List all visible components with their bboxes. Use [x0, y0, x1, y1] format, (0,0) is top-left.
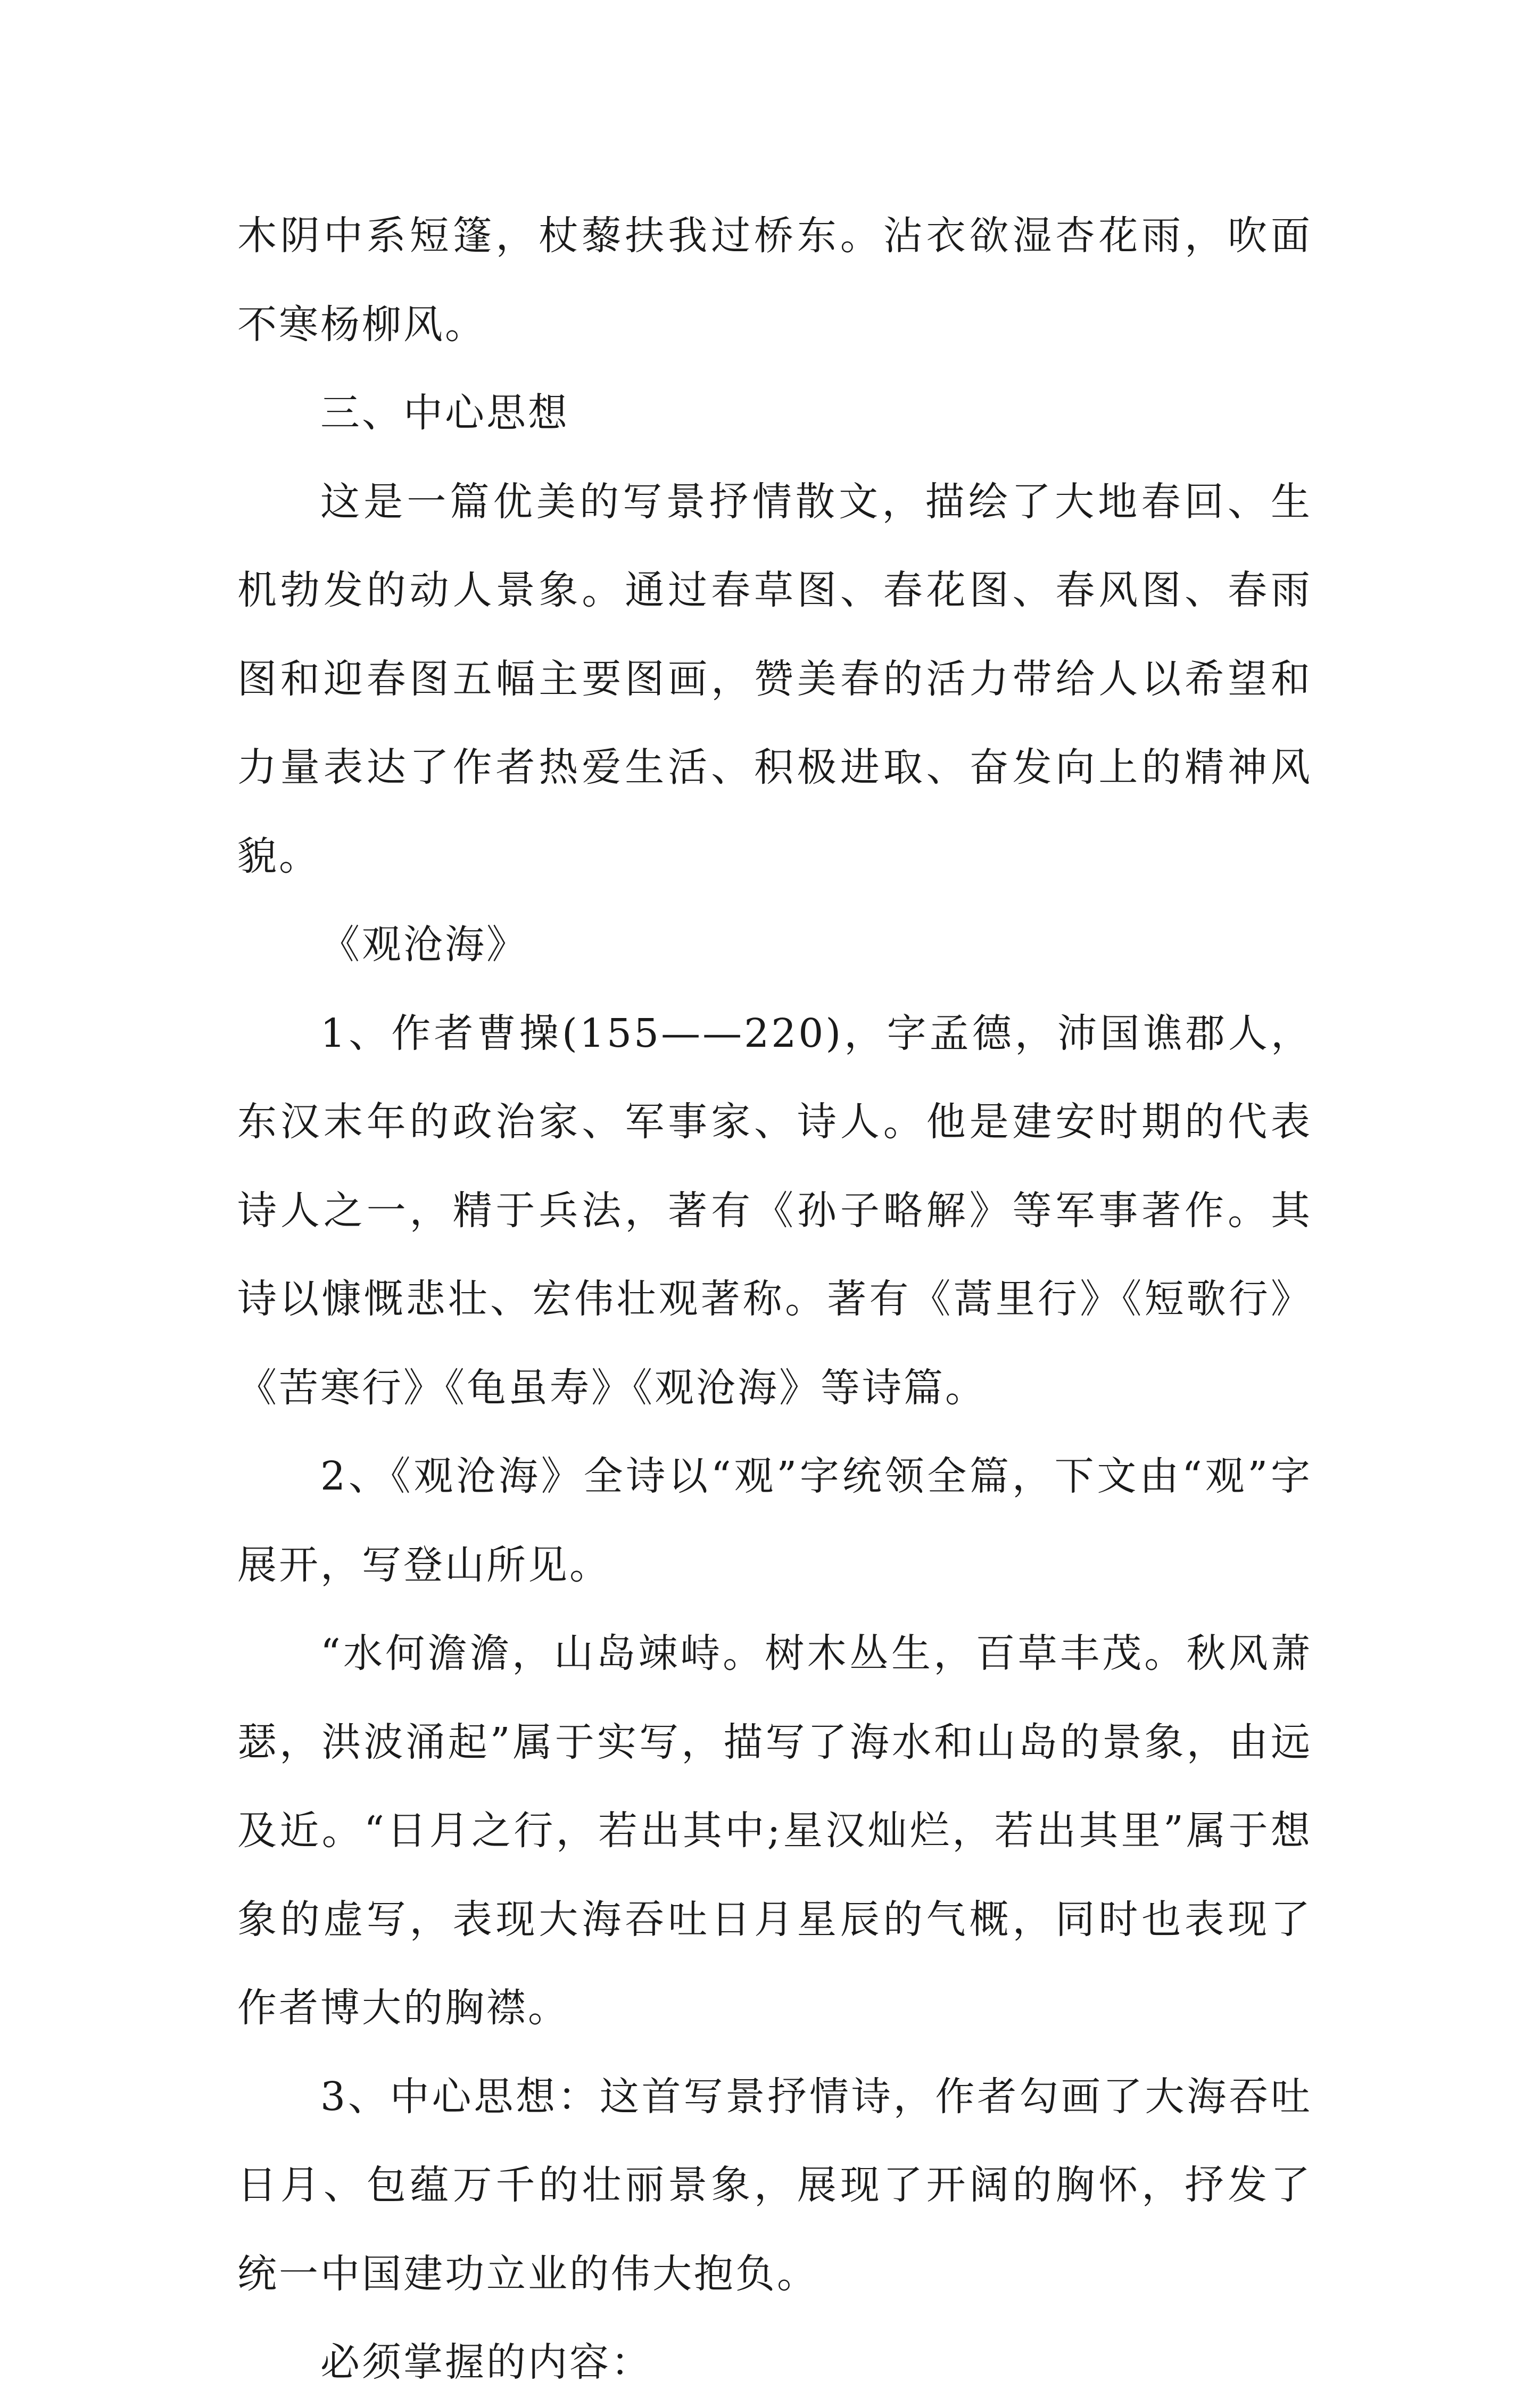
document-body	[237, 192, 1312, 2407]
section-heading-central-idea: 三、中心思想	[320, 390, 569, 436]
paragraph-poem-structure: 2、《观沧海》全诗以“观”字统领全篇，下文由“观”字展开，写登山所见。	[237, 1453, 1312, 1588]
paragraph-poem-analysis: “水何澹澹，山岛竦峙。树木丛生，百草丰茂。秋风萧瑟，洪波涌起”属于实写，描写了海水和山岛的景象，由远及近。“日月之行，若出其中;星汉灿烂，若出其里”属于想象的虚写，表现大海吞吐日月星辰的气概，同时也表现了作者博大的胸襟。	[237, 1631, 1312, 2031]
paragraph-must-master: 必须掌握的内容：	[320, 2339, 652, 2385]
paragraph-poem-central-idea: 3、中心思想：这首写景抒情诗，作者勾画了大海吞吐日月、包蕴万千的壮丽景象，展现了开阔的胸怀，抒发了统一中国建功立业的伟大抱负。	[237, 2073, 1312, 2297]
poem-title-guan-canghai: 《观沧海》	[320, 922, 528, 967]
paragraph-central-idea: 这是一篇优美的写景抒情散文，描绘了大地春回、生机勃发的动人景象。通过春草图、春花图、春风图、春雨图和迎春图五幅主要图画，赞美春的活力带给人以希望和力量表达了作者热爱生活、积极进取、奋发向上的精神风貌。	[237, 478, 1312, 879]
paragraph-author-intro: 1、作者曹操(155——220)，字孟德，沛国谯郡人，东汉末年的政治家、军事家、诗人。他是建安时期的代表诗人之一，精于兵法，著有《孙子略解》等军事著作。其诗以慷慨悲壮、宏伟壮观著称。著有《蒿里行》《短歌行》《苦寒行》《龟虽寿》《观沧海》等诗篇。	[237, 1010, 1312, 1411]
paragraph-poem-continuation: 木阴中系短篷，杖藜扶我过桥东。沾衣欲湿杏花雨，吹面不寒杨柳风。	[237, 213, 1312, 348]
